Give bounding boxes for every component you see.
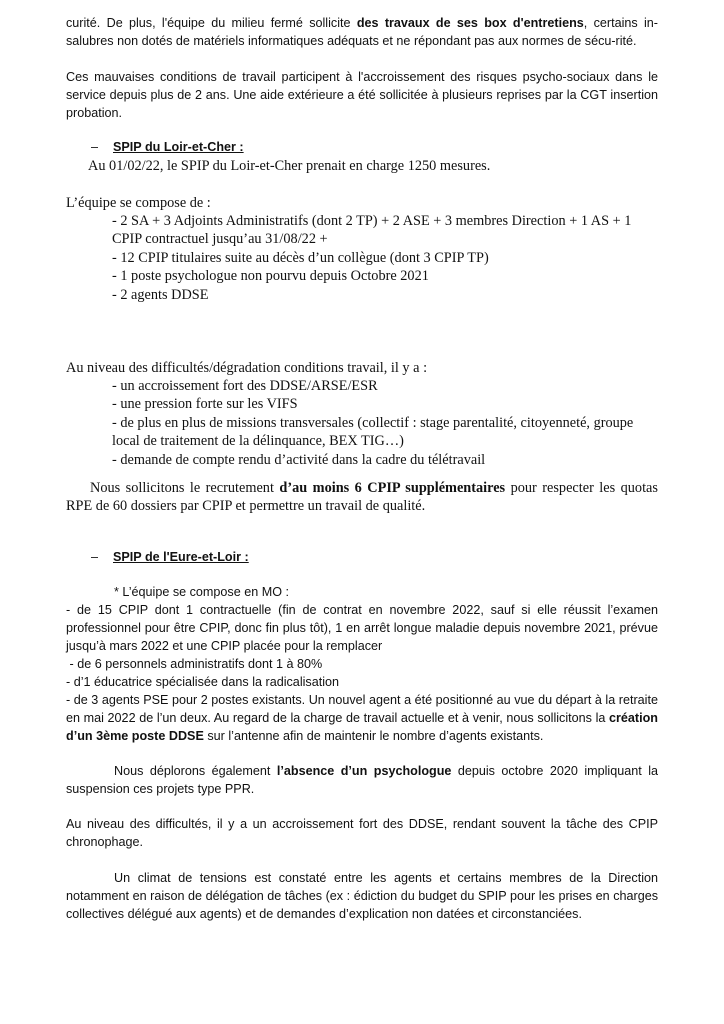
paragraph-psychosocial-risks: Ces mauvaises conditions de travail participent à l'accroissement des risques psycho-sociaux dans le service depuis plus de 2 ans. Une aide extérieure a été sollicitée à plusieurs reprises par la CGT insertion probation.	[66, 70, 658, 120]
list-item: - de plus en plus de missions transversales (collectif : stage parentalité, citoyenneté, groupe	[112, 414, 634, 431]
heading-eure-et-loir	[91, 548, 249, 566]
eure-item4-bold: création d’un 3ème poste DDSE	[66, 711, 658, 743]
heading-loir-text: SPIP du Loir-et-Cher :	[113, 140, 244, 154]
loir-diff-title: Au niveau des difficultés/dégradation conditions travail, il y a :	[66, 360, 428, 376]
eure-climate-paragraph: Un climat de tensions est constaté entre les agents et certains membres de la Direction notamment en raison de délégation de tâches (ex : édiction du budget du SPIP pour les prises en charges collectives délégué aux agents) et de demandes d’explication non datées et circonstanciées.	[66, 871, 658, 921]
list-item: - 1 poste psychologue non pourvu depuis Octobre 2021	[112, 268, 429, 285]
p1-text-c: , certains in-salubres non dotés de matériels informatiques adéquats et ne répondant pas aux normes de sécu-rité.	[66, 16, 658, 48]
eure-item4-a: - de 3 agents PSE pour 2 postes existants. Un nouvel agent a été positionné au vue du départ à la retraite en mai 2022 de l’un deux. Au regard de la charge de travail actuelle et à venir, nous sollicitons la	[66, 693, 658, 725]
eure-psy-bold: l’absence d’un psychologue	[276, 764, 452, 778]
list-item: - 2 SA + 3 Adjoints Administratifs (dont 2 TP) + 2 ASE + 3 membres Direction + 1 AS + 1	[112, 213, 632, 229]
p1-bold-box-works: des travaux de ses box d'entretiens	[356, 16, 584, 30]
eure-psychologist-paragraph	[66, 762, 658, 798]
list-item: local de traitement de la délinquance, BEX TIG…)	[112, 433, 404, 450]
eure-item-pse	[66, 691, 658, 745]
heading-dash: –	[91, 550, 99, 564]
heading-dash: –	[91, 140, 99, 154]
loir-team-title: L’équipe se compose de :	[66, 195, 211, 211]
list-item: - une pression forte sur les VIFS	[112, 396, 298, 413]
loir-request-c: pour respecter les quotas RPE de 60 dossiers par CPIP et permettre un travail de qualité.	[66, 480, 658, 515]
eure-item-admin: - de 6 personnels administratifs dont 1 à 80%	[66, 657, 323, 671]
heading-eure-text: SPIP de l'Eure-et-Loir :	[113, 550, 249, 564]
eure-item-educatrice: - d’1 éducatrice spécialisée dans la radicalisation	[66, 675, 340, 689]
eure-team-title: * L’équipe se compose en MO :	[114, 585, 290, 599]
list-item: - un accroissement fort des DDSE/ARSE/ESR	[112, 378, 378, 394]
loir-request-a: Nous sollicitons le recrutement	[90, 480, 280, 496]
eure-item-cpip: - de 15 CPIP dont 1 contractuelle (fin de contrat en novembre 2022, sauf si elle réussit l’examen professionnel pour être CPIP, donc fin plus tôt), 1 en arrêt longue maladie depuis novembre 2021, prévue jusqu’à mars 2022 et une CPIP placée pour la remplacer	[66, 603, 658, 653]
list-item: - 12 CPIP titulaires suite au décès d’un collègue (dont 3 CPIP TP)	[112, 249, 489, 266]
loir-request-bold: d’au moins 6 CPIP supplémentaires	[279, 480, 506, 496]
list-item: - demande de compte rendu d’activité dans la cadre du télétravail	[112, 451, 486, 468]
eure-difficulties-paragraph: Au niveau des difficultés, il y a un accroissement fort des DDSE, rendant souvent la tâche des CPIP chronophage.	[66, 817, 658, 849]
p1-text-a: curité. De plus, l'équipe du milieu fermé sollicite	[66, 16, 357, 30]
heading-loir-et-cher	[91, 138, 244, 156]
eure-psy-c: depuis octobre 2020 impliquant la suspension ces projets type PPR.	[66, 764, 658, 796]
eure-item4-c: sur l’antenne afin de maintenir le nombre d’agents existants.	[203, 729, 544, 743]
paragraph-box-works	[66, 14, 658, 50]
list-item: CPIP contractuel jusqu’au 31/08/22 +	[112, 231, 328, 248]
eure-psy-a: Nous déplorons également	[114, 764, 277, 778]
list-item: - 2 agents DDSE	[112, 286, 209, 303]
loir-intro: Au 01/02/22, le SPIP du Loir-et-Cher prenait en charge 1250 mesures.	[88, 158, 491, 174]
loir-diff-list	[112, 377, 660, 469]
loir-request-paragraph	[66, 479, 658, 516]
loir-team-list	[112, 212, 660, 304]
